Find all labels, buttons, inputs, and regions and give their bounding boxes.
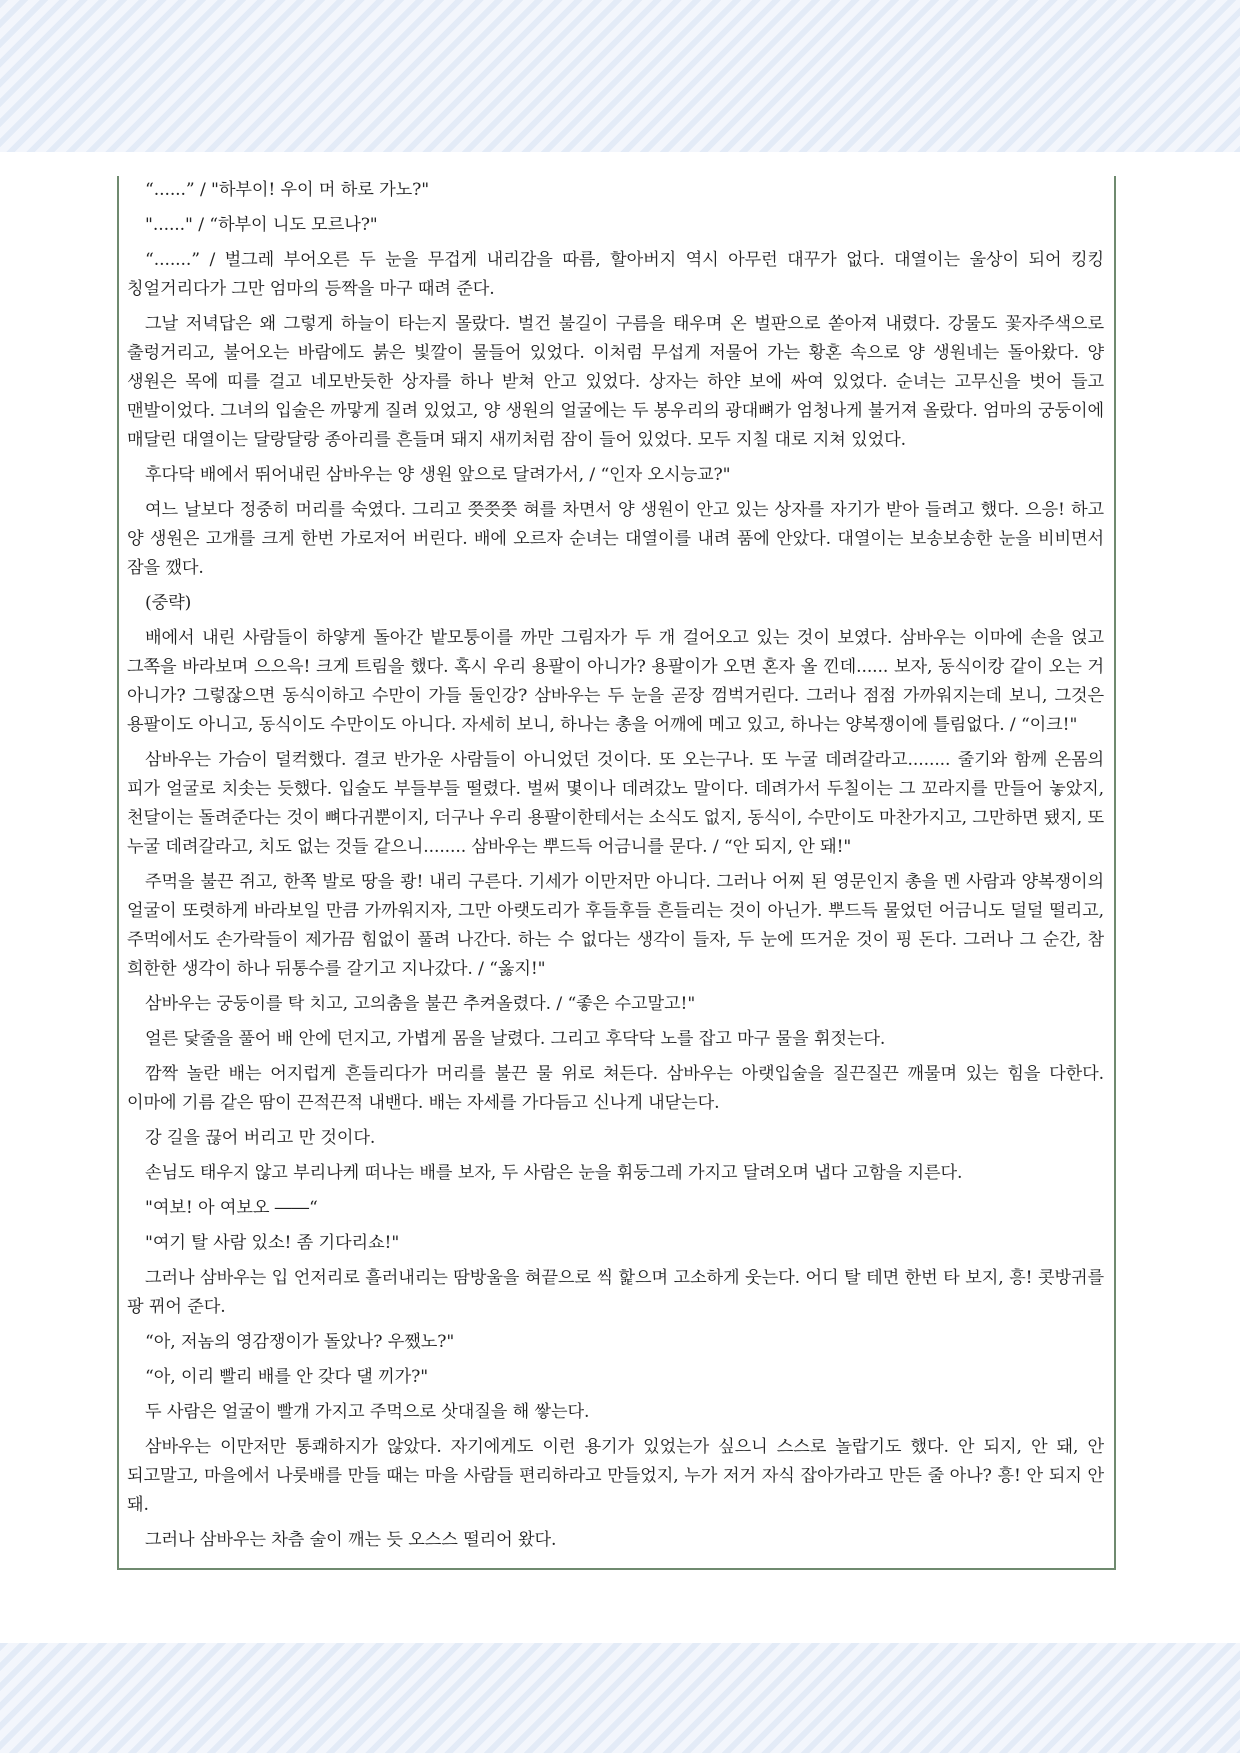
paragraph: 깜짝 놀란 배는 어지럽게 흔들리다가 머리를 불끈 물 위로 쳐든다. 삼바우는 아랫입술을 질끈질끈 깨물며 있는 힘을 다한다. 이마에 기름 같은 땀이 끈적끈적 내밴다. 배는 자세를 가다듬고 신나게 내닫는다.: [127, 1064, 1104, 1113]
paragraph: 그러나 삼바우는 입 언저리로 흘러내리는 땀방울을 혀끝으로 씩 핥으며 고소하게 웃는다. 어디 탈 테면 한번 타 보지, 흥! 콧방귀를 팡 뀌어 준다.: [127, 1268, 1104, 1317]
text-box: [117, 176, 1116, 1570]
paragraph: “......” / "하부이! 우이 머 하로 가노?": [145, 180, 430, 200]
paragraph: "여보! 아 여보오 ――“: [145, 1198, 318, 1218]
paragraph: 두 사람은 얼굴이 빨개 가지고 주먹으로 삿대질을 해 쌓는다.: [145, 1402, 590, 1422]
paragraph: 삼바우는 이만저만 통쾌하지가 않았다. 자기에게도 이런 용기가 있었는가 싶으니 스스로 놀랍기도 했다. 안 되지, 안 돼, 안 되고말고, 마을에서 나룻배를 만들 때는 마을 사람들 편리하라고 만들었지, 누가 저거 자식 잡아가라고 만든 줄 아나? 흥! 안 되지 안 돼.: [127, 1437, 1104, 1515]
paragraph: 그날 저녁답은 왜 그렇게 하늘이 타는지 몰랐다. 벌건 불길이 구름을 태우며 온 벌판으로 쏟아져 내렸다. 강물도 꽃자주색으로 출렁거리고, 불어오는 바람에도 붉은 빛깔이 물들어 있었다. 이처럼 무섭게 저물어 가는 황혼 속으로 양 생원네는 돌아왔다. 양 생원은 목에 띠를 걸고 네모반듯한 상자를 하나 받쳐 안고 있었다. 상자는 하얀 보에 싸여 있었다. 순녀는 고무신을 벗어 들고 맨발이었다. 그녀의 입술은 까맣게 질려 있었고, 양 생원의 얼굴에는 두 봉우리의 광대뼈가 엄청나게 불거져 올랐다. 엄마의 궁둥이에 매달린 대열이는 달랑달랑 종아리를 흔들며 돼지 새끼처럼 잠이 들어 있었다. 모두 지칠 대로 지쳐 있었다.: [127, 314, 1104, 450]
paragraph: (중략): [145, 593, 192, 613]
paragraph: 삼바우는 궁둥이를 탁 치고, 고의춤을 불끈 추켜올렸다. / “좋은 수고말고!": [145, 994, 696, 1014]
paragraph: 얼른 닻줄을 풀어 배 안에 던지고, 가볍게 몸을 날렸다. 그리고 후닥닥 노를 잡고 마구 물을 휘젓는다.: [145, 1029, 886, 1049]
paragraph: 손님도 태우지 않고 부리나케 떠나는 배를 보자, 두 사람은 눈을 휘둥그레 가지고 달려오며 냅다 고함을 지른다.: [145, 1163, 963, 1183]
paragraph: "......" / “하부이 니도 모르나?": [145, 215, 378, 235]
paragraph: “아, 이리 빨리 배를 안 갖다 댈 끼가?": [145, 1367, 429, 1387]
paragraph: 여느 날보다 정중히 머리를 숙였다. 그리고 쯧쯧쯧 혀를 차면서 양 생원이 안고 있는 상자를 자기가 받아 들려고 했다. 으응! 하고 양 생원은 고개를 크게 한번 가로저어 버린다. 배에 오르자 순녀는 대열이를 내려 품에 안았다. 대열이는 보송보송한 눈을 비비면서 잠을 깼다.: [127, 500, 1104, 578]
paragraph: 후다닥 배에서 뛰어내린 삼바우는 양 생원 앞으로 달려가서, / “인자 오시능교?": [145, 465, 731, 485]
paragraph: “아, 저놈의 영감쟁이가 돌았나? 우쨌노?": [145, 1332, 455, 1352]
paragraph: 강 길을 끊어 버리고 만 것이다.: [145, 1128, 376, 1148]
paragraph: “.......” / 벌그레 부어오른 두 눈을 무겁게 내리감을 따름, 할아버지 역시 아무런 대꾸가 없다. 대열이는 울상이 되어 킹킹 칭얼거리다가 그만 엄마의 등짝을 마구 때려 준다.: [127, 250, 1104, 299]
bottom-decorative-band: [0, 1643, 1240, 1753]
paragraph: 주먹을 불끈 쥐고, 한쪽 발로 땅을 쾅! 내리 구른다. 기세가 이만저만 아니다. 그러나 어찌 된 영문인지 총을 멘 사람과 양복쟁이의 얼굴이 또렷하게 바라보일 만큼 가까워지자, 그만 아랫도리가 후들후들 흔들리는 것이 아닌가. 뿌드득 물었던 어금니도 덜덜 떨리고, 주먹에서도 손가락들이 제가끔 힘없이 풀려 나간다. 하는 수 없다는 생각이 들자, 두 눈에 뜨거운 것이 핑 돈다. 그러나 그 순간, 참 희한한 생각이 하나 뒤통수를 갈기고 지나갔다. / “옳지!": [127, 872, 1104, 979]
paragraph: "여기 탈 사람 있소! 좀 기다리쇼!": [145, 1233, 400, 1253]
top-decorative-band: [0, 0, 1240, 152]
paragraph: 그러나 삼바우는 차츰 술이 깨는 듯 오스스 떨리어 왔다.: [145, 1530, 557, 1550]
paragraph: 삼바우는 가슴이 덜컥했다. 결코 반가운 사람들이 아니었던 것이다. 또 오는구나. 또 누굴 데려갈라고........ 줄기와 함께 온몸의 피가 얼굴로 치솟는 듯했다. 입술도 부들부들 떨렸다. 벌써 몇이나 데려갔노 말이다. 데려가서 두칠이는 그 꼬라지를 만들어 놓았지, 천달이는 돌려준다는 것이 뼈다귀뿐이지, 더구나 우리 용팔이한테서는 소식도 없지, 동식이, 수만이도 마찬가지고, 그만하면 됐지, 또 누굴 데려갈라고, 치도 없는 것들 같으니........ 삼바우는 뿌드득 어금니를 문다. / “안 되지, 안 돼!": [127, 750, 1104, 857]
paragraph: 배에서 내린 사람들이 하얗게 돌아간 밭모퉁이를 까만 그림자가 두 개 걸어오고 있는 것이 보였다. 삼바우는 이마에 손을 얹고 그쪽을 바라보며 으으윽! 크게 트림을 했다. 혹시 우리 용팔이 아니가? 용팔이가 오면 혼자 올 낀데...... 보자, 동식이캉 같이 오는 거 아니가? 그렇잖으면 동식이하고 수만이 가들 둘인강? 삼바우는 두 눈을 곧장 껌벅거린다. 그러나 점점 가까워지는데 보니, 그것은 용팔이도 아니고, 동식이도 수만이도 아니다. 자세히 보니, 하나는 총을 어깨에 메고 있고, 하나는 양복쟁이에 틀림없다. / “이크!": [127, 628, 1104, 735]
